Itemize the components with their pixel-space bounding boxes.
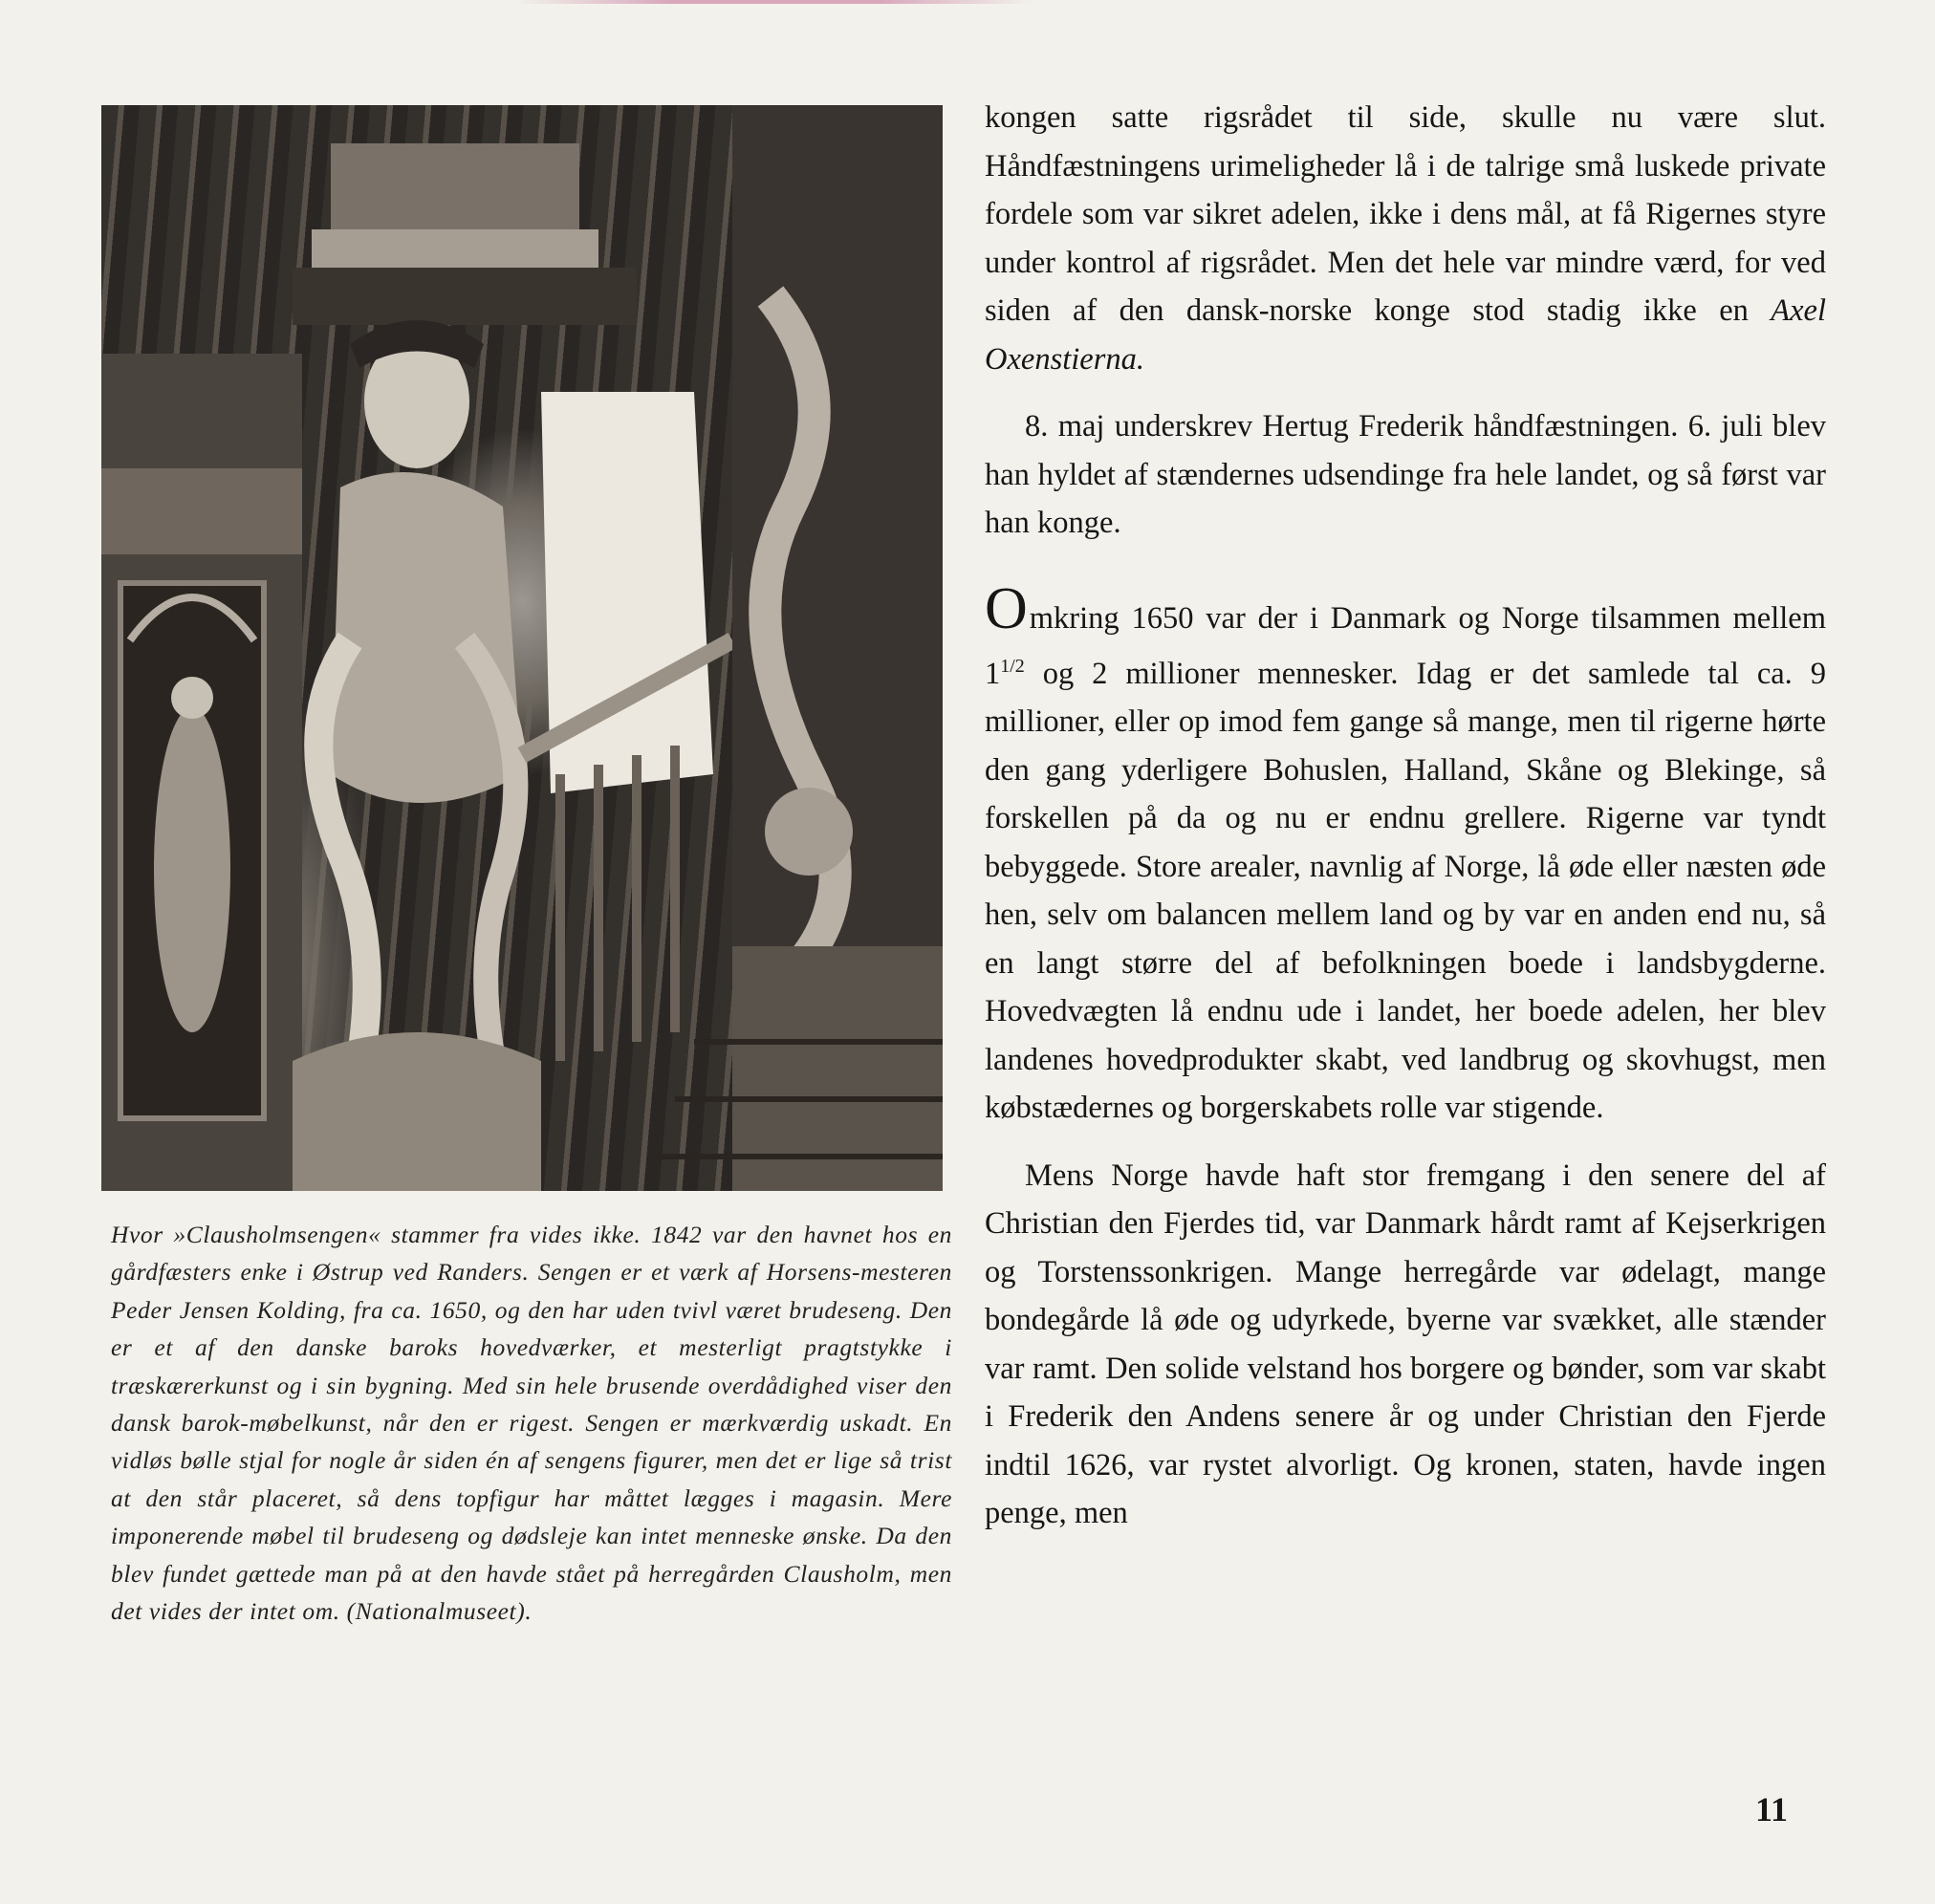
paragraph-4: Mens Norge havde haft stor fremgang i den senere del af Christian den Fjerdes tid, var Danmark hårdt ramt af Kejserkrigen og Torstenssonkrigen. Mange herregårde var ødelagt, mange bondegårde lå øde og udyrkede, byerne var svækket, alle stænder var ramt. Den solide velstand hos borgere og bønder, som var skabt i Frederik den Andens senere år og under Christian den Fjerde indtil 1626, var rystet alvorligt. Og kronen, staten, havde ingen penge, men (985, 1158, 1826, 1531)
paragraph-3-text-b: og 2 millioner mennesker. Idag er det samlede tal ca. 9 millioner, eller op imod fem gange så mange, men til rigerne hørte den gang yderligere Bohuslen, Halland, Skåne og Blekinge, så forskellen på da og nu er endnu grellere. Rigerne var tyndt bebyggede. Store arealer, navnlig af Norge, lå øde eller næsten øde hen, selv om balancen mellem land og by var en anden end nu, så en langt større del af befolkningen boede i landsbygderne. Hovedvægten lå endnu ude i landet, her boede adelen, her blev landenes hovedprodukter skabt, ved landbrug og skovhugst, men købstædernes og borgerskabets rolle var stigende. (985, 656, 1826, 1126)
paragraph-3 (985, 575, 1826, 1133)
page-number: 11 (1755, 1790, 1789, 1828)
photo-caption: Hvor »Clausholmsengen« stammer fra vides ikke. 1842 var den havnet hos en gårdfæsters enke i Østrup ved Randers. Sengen er et værk af Horsens-mesteren Peder Jensen Kolding, fra ca. 1650, og den har uden tvivl været brudeseng. Den er et af den danske baroks hovedværker, et mesterligt pragtstykke i træskærerkunst og i sin bygning. Med sin hele brusende overdådighed viser den dansk barok-møbelkunst, når den er rigest. Sengen er mærkværdig uskadt. En vidløs bølle stjal for nogle år siden én af sengens figurer, men det er lige så trist at den står placeret, så dens topfigur har måttet lægges i magasin. Mere imponerende møbel til brudeseng og dødsleje kan intet menneske ønske. Da den blev fundet gættede man på at den havde stået på herregården Clausholm, men det vides der intet om. (Nationalmuseet). (111, 1221, 952, 1626)
paragraph-1 (985, 94, 1826, 383)
top-color-stripe (516, 0, 1033, 4)
carved-bed-illustration (101, 105, 943, 1191)
paragraph-3-text-a: mkring 1650 var der i Danmark og Norge tilsammen mellem 1 (985, 600, 1826, 691)
body-text-column (985, 94, 1826, 1538)
paragraph-2: 8. maj underskrev Hertug Frederik håndfæstningen. 6. juli blev han hyldet af stændernes udsendinge fra hele landet, og så først var han konge. (985, 409, 1826, 540)
fraction-text: 1/2 (1000, 656, 1025, 677)
carved-bed-photo (101, 105, 943, 1191)
paragraph-1-text: kongen satte rigsrådet til side, skulle nu være slut. Håndfæstningens urimeligheder lå i de talrige små luskede private fordele som var sikret adelen, ikke i dens mål, at få Rigernes styre under kontrol af rigsrådet. Men det hele var mindre værd, for ved siden af den dansk-norske konge stod stadig ikke en (985, 100, 1826, 328)
paragraph-1-italic: Axel Oxenstierna. (985, 293, 1826, 377)
drop-cap-letter: O (985, 575, 1028, 641)
